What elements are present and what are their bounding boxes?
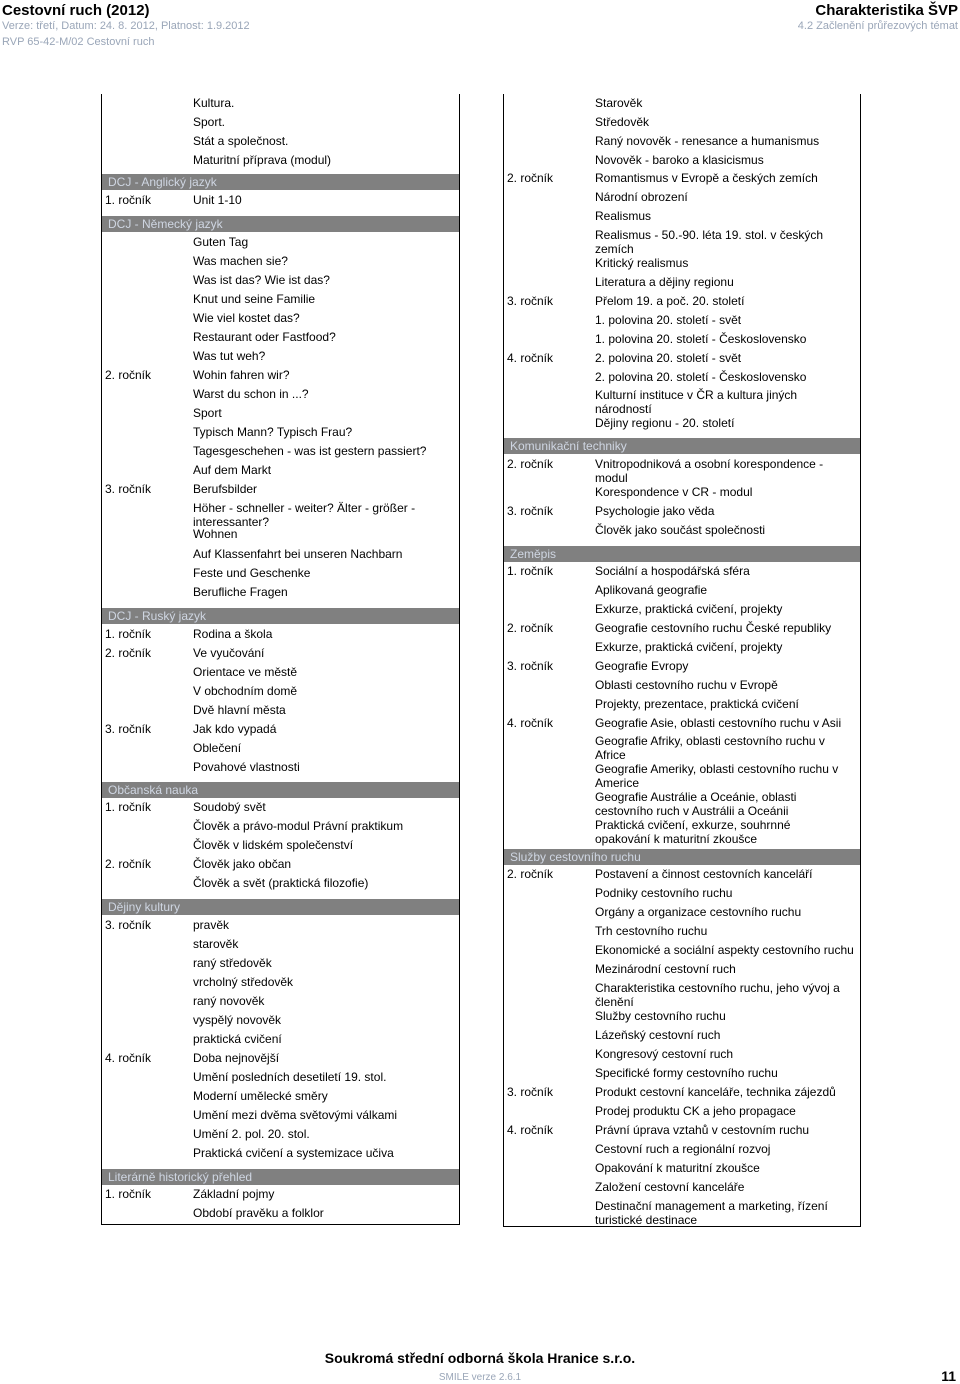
right-topics-column (503, 94, 861, 1227)
document-title: Cestovní ruch (2012) (2, 2, 150, 19)
topic-text: vrcholný středověk (193, 975, 294, 989)
topic-text: Produkt cestovní kanceláře, technika zájezdů (595, 1085, 836, 1099)
footer-software-version: SMILE verze 2.6.1 (438, 1372, 522, 1383)
footer-school-name: Soukromá střední odborná škola Hranice s.r.o. (324, 1350, 636, 1366)
year-label: 3. ročník (105, 482, 152, 496)
topic-text: Orientace ve městě (193, 665, 298, 679)
topic-text: Člověk a svět (praktická filozofie) (193, 876, 369, 890)
topic-text: Právní úprava vztahů v cestovním ruchu (595, 1123, 810, 1137)
topic-text: Národní obrození (595, 190, 688, 204)
topic-text: Dvě hlavní města (193, 703, 286, 717)
topic-text: 1. polovina 20. století - svět (595, 313, 742, 327)
year-label: 3. ročník (507, 504, 554, 518)
topic-text: Aplikovaná geografie (595, 583, 708, 597)
topic-text: Jak kdo vypadá (193, 722, 277, 736)
topic-text: Geografie Austrálie a Oceánie, oblasti cestovního ruch v Austrálii a Oceánii (595, 790, 797, 818)
topic-text: Psychologie jako věda (595, 504, 715, 518)
topic-text: Člověk jako občan (193, 857, 292, 871)
section-heading: Literárně historický přehled (102, 1169, 459, 1185)
topic-text: Was tut weh? (193, 349, 266, 363)
topic-text: Moderní umělecké směry (193, 1089, 328, 1103)
topic-text: Lázeňský cestovní ruch (595, 1028, 721, 1042)
topic-text: Rodina a škola (193, 627, 273, 641)
topic-text: Umění mezi dvěma světovými válkami (193, 1108, 398, 1122)
topic-text: Stát a společnost. (193, 134, 289, 148)
year-label: 3. ročník (105, 918, 152, 932)
topic-text: vyspělý novověk (193, 1013, 282, 1027)
topic-text: Exkurze, praktická cvičení, projekty (595, 602, 783, 616)
topic-text: Oblasti cestovního ruchu v Evropě (595, 678, 778, 692)
topic-text: Sport (193, 406, 222, 420)
topic-text: Knut und seine Familie (193, 292, 316, 306)
topic-text: 1. polovina 20. století - Československo (595, 332, 807, 346)
topic-text: Geografie cestovního ruchu České republiky (595, 621, 832, 635)
section-heading: Komunikační techniky (504, 438, 860, 454)
topic-text: Praktická cvičení a systemizace učiva (193, 1146, 394, 1160)
topic-text: Kritický realismus (595, 256, 689, 270)
section-heading: Občanská nauka (102, 782, 459, 798)
topic-text: Realismus - 50.-90. léta 19. stol. v českých zemích (595, 228, 824, 256)
topic-text: Cestovní ruch a regionální rozvoj (595, 1142, 771, 1156)
topic-text: Feste und Geschenke (193, 566, 311, 580)
topic-text: Wohnen (193, 527, 238, 541)
topic-text: Korespondence v CR - modul (595, 485, 753, 499)
section-heading: DCJ - Anglický jazyk (102, 174, 459, 190)
topic-text: Berufliche Fragen (193, 585, 288, 599)
topic-text: Základní pojmy (193, 1187, 275, 1201)
topic-text: raný novověk (193, 994, 265, 1008)
year-label: 2. ročník (507, 457, 554, 471)
year-label: 1. ročník (105, 1187, 152, 1201)
topic-text: Oblečení (193, 741, 242, 755)
topic-text: Ekonomické a sociální aspekty cestovního ruchu (595, 943, 854, 957)
topic-text: Praktická cvičení, exkurze, souhrnné opakování k maturitní zkoušce (595, 818, 791, 846)
topic-text: Geografie Ameriky, oblasti cestovního ruchu v Americe (595, 762, 839, 790)
topic-text: Prodej produktu CK a jeho propagace (595, 1104, 796, 1118)
topic-text: Mezinárodní cestovní ruch (595, 962, 736, 976)
topic-text: Auf Klassenfahrt bei unseren Nachbarn (193, 547, 403, 561)
topic-text: Přelom 19. a poč. 20. století (595, 294, 745, 308)
topic-text: Ve vyučování (193, 646, 265, 660)
year-label: 3. ročník (507, 1085, 554, 1099)
year-label: 2. ročník (507, 621, 554, 635)
document-version: Verze: třetí, Datum: 24. 8. 2012, Platnost: 1.9.2012 (2, 20, 250, 32)
year-label: 4. ročník (507, 1123, 554, 1137)
topic-text: Umění posledních desetiletí 19. stol. (193, 1070, 387, 1084)
topic-text: Wie viel kostet das? (193, 311, 300, 325)
topic-text: Berufsbilder (193, 482, 258, 496)
topic-text: 2. polovina 20. století - Československo (595, 370, 807, 384)
section-subtitle: 4.2 Začlenění průřezových témat (797, 20, 958, 32)
topic-text: Založení cestovní kanceláře (595, 1180, 745, 1194)
topic-text: V obchodním domě (193, 684, 298, 698)
topic-text: Novověk - baroko a klasicismus (595, 153, 764, 167)
topic-text: Specifické formy cestovního ruchu (595, 1066, 778, 1080)
document-rvp: RVP 65-42-M/02 Cestovní ruch (2, 36, 155, 48)
topic-text: Raný novověk - renesance a humanismus (595, 134, 820, 148)
topic-text: Doba nejnovější (193, 1051, 280, 1065)
year-label: 4. ročník (507, 351, 554, 365)
topic-text: pravěk (193, 918, 230, 932)
year-label: 2. ročník (105, 368, 152, 382)
year-label: 2. ročník (105, 857, 152, 871)
year-label: 2. ročník (507, 867, 554, 881)
year-label: 3. ročník (105, 722, 152, 736)
topic-text: Romantismus v Evropě a českých zemích (595, 171, 818, 185)
topic-text: Tagesgeschehen - was ist gestern passiert? (193, 444, 427, 458)
topic-text: Destinační management a marketing, řízení turistické destinace (595, 1199, 828, 1227)
topic-text: Starověk (595, 96, 643, 110)
topic-text: Literatura a dějiny regionu (595, 275, 734, 289)
topic-text: Geografie Evropy (595, 659, 689, 673)
topic-text: Kultura. (193, 96, 235, 110)
topic-text: Vnitropodniková a osobní korespondence - modul (595, 457, 824, 485)
topic-text: Was machen sie? (193, 254, 288, 268)
topic-text: Člověk v lidském společenství (193, 838, 354, 852)
section-heading: Služby cestovního ruchu (504, 849, 860, 865)
topic-text: Soudobý svět (193, 800, 266, 814)
topic-text: Geografie Afriky, oblasti cestovního ruchu v Africe (595, 734, 825, 762)
year-label: 4. ročník (507, 716, 554, 730)
topic-text: Podniky cestovního ruchu (595, 886, 733, 900)
year-label: 1. ročník (105, 627, 152, 641)
topic-text: praktická cvičení (193, 1032, 282, 1046)
topic-text: Člověk jako součást společnosti (595, 523, 766, 537)
topic-text: Charakteristika cestovního ruchu, jeho vývoj a členění (595, 981, 840, 1009)
year-label: 2. ročník (105, 646, 152, 660)
topic-text: Auf dem Markt (193, 463, 272, 477)
topic-text: Služby cestovního ruchu (595, 1009, 726, 1023)
topic-text: 2. polovina 20. století - svět (595, 351, 742, 365)
topic-text: Dějiny regionu - 20. století (595, 416, 735, 430)
year-label: 1. ročník (105, 800, 152, 814)
topic-text: Maturitní příprava (modul) (193, 153, 332, 167)
topic-text: Orgány a organizace cestovního ruchu (595, 905, 802, 919)
topic-text: Kongresový cestovní ruch (595, 1047, 734, 1061)
topic-text: Sociální a hospodářská sféra (595, 564, 750, 578)
section-heading: Zeměpis (504, 546, 860, 562)
topic-text: Höher - schneller - weiter? Älter - größer - interessanter? (193, 501, 416, 529)
topic-text: raný středověk (193, 956, 272, 970)
topic-text: starověk (193, 937, 239, 951)
topic-text: Unit 1-10 (193, 193, 242, 207)
topic-text: Realismus (595, 209, 652, 223)
topic-text: Sport. (193, 115, 226, 129)
topic-text: Restaurant oder Fastfood? (193, 330, 336, 344)
year-label: 2. ročník (507, 171, 554, 185)
year-label: 1. ročník (105, 193, 152, 207)
section-heading: DCJ - Ruský jazyk (102, 608, 459, 624)
topic-text: Was ist das? Wie ist das? (193, 273, 330, 287)
section-heading: Dějiny kultury (102, 899, 459, 915)
topic-text: Trh cestovního ruchu (595, 924, 708, 938)
year-label: 1. ročník (507, 564, 554, 578)
topic-text: Člověk a právo-modul Právní praktikum (193, 819, 404, 833)
year-label: 3. ročník (507, 659, 554, 673)
topic-text: Wohin fahren wir? (193, 368, 290, 382)
topic-text: Geografie Asie, oblasti cestovního ruchu v Asii (595, 716, 842, 730)
page-number: 11 (941, 1368, 956, 1384)
topic-text: Guten Tag (193, 235, 249, 249)
topic-text: Období pravěku a folklor (193, 1206, 324, 1220)
topic-text: Umění 2. pol. 20. stol. (193, 1127, 310, 1141)
topic-text: Povahové vlastnosti (193, 760, 300, 774)
topic-text: Postavení a činnost cestovních kanceláří (595, 867, 813, 881)
topic-text: Projekty, prezentace, praktická cvičení (595, 697, 799, 711)
section-heading: DCJ - Německý jazyk (102, 216, 459, 232)
topic-text: Typisch Mann? Typisch Frau? (193, 425, 353, 439)
topic-text: Exkurze, praktická cvičení, projekty (595, 640, 783, 654)
topic-text: Středověk (595, 115, 650, 129)
topic-text: Opakování k maturitní zkoušce (595, 1161, 760, 1175)
year-label: 3. ročník (507, 294, 554, 308)
topic-text: Warst du schon in ...? (193, 387, 309, 401)
left-topics-column (101, 94, 460, 1225)
section-title: Charakteristika ŠVP (815, 2, 958, 19)
year-label: 4. ročník (105, 1051, 152, 1065)
topic-text: Kulturní instituce v ČR a kultura jiných národností (595, 388, 798, 416)
